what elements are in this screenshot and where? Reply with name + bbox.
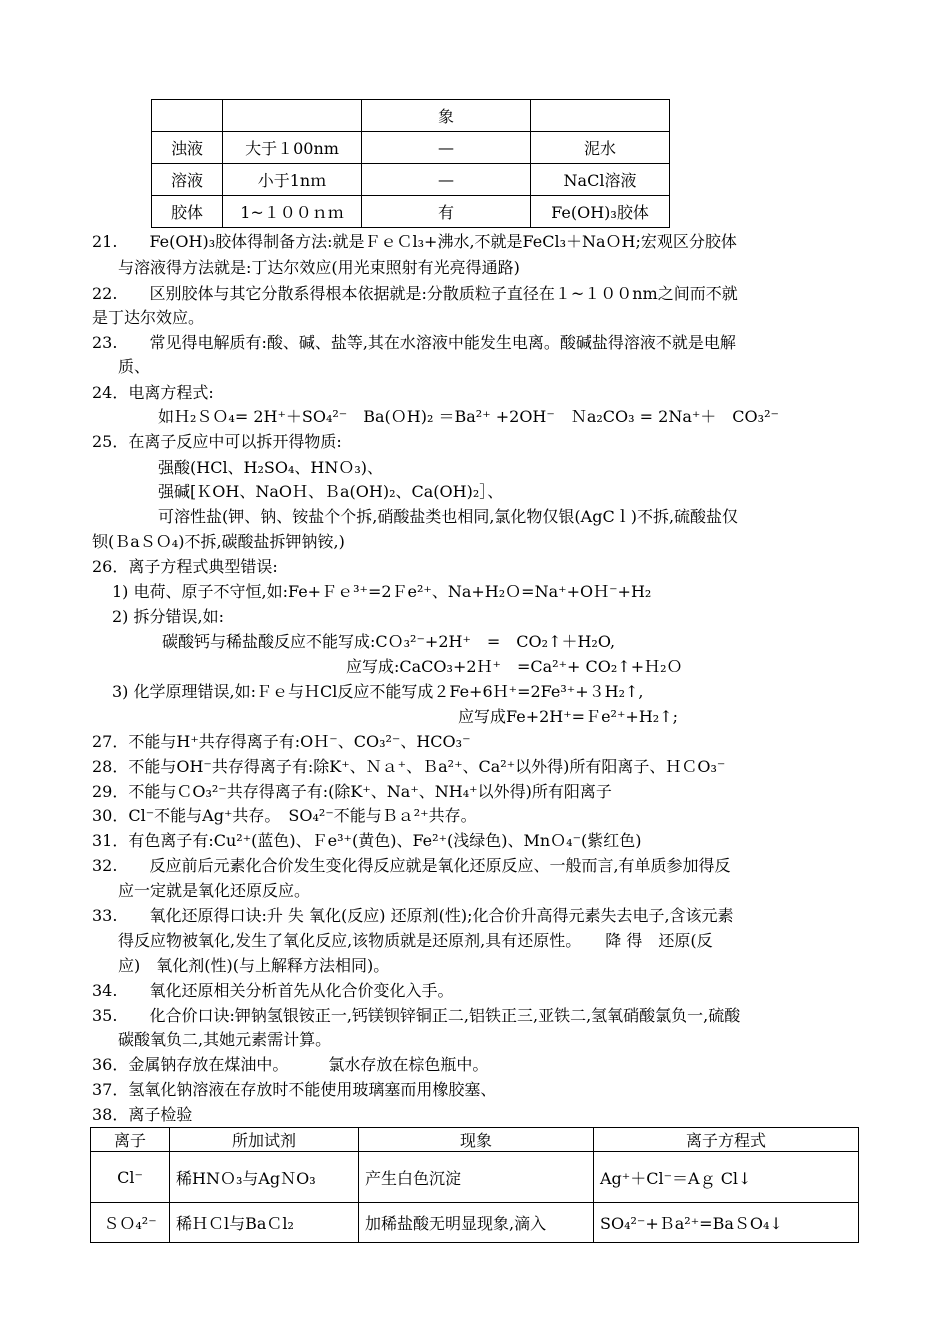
item-22-line2: 是丁达尔效应。 <box>92 308 205 327</box>
header-cell: 离子 <box>91 1128 170 1152</box>
table-cell: 大于１00nm <box>223 132 362 164</box>
table-cell: 小于1nｍ <box>223 164 362 196</box>
item-29: 29．不能与ＣO₃²⁻共存得离子有:(除K⁺、Na⁺、NH₄⁺以外得)所有阳离子 <box>92 782 612 801</box>
item-35-line2: 碳酸氧负二,其她元素需计算。 <box>118 1030 332 1049</box>
table-cell: 产生白色沉淀 <box>359 1152 594 1203</box>
table-cell: 泥水 <box>531 132 670 164</box>
table-cell: ＳＯ₄²⁻ <box>91 1203 170 1243</box>
error-type-2-example: 碳酸钙与稀盐酸反应不能写成:CＯ₃²⁻+2H⁺ = CO₂↑＋H₂O, <box>162 632 616 651</box>
header-cell: 现象 <box>359 1128 594 1152</box>
table-row <box>91 1203 859 1243</box>
table-row <box>152 196 670 228</box>
item-36: 36．金属钠存放在煤油中。 氯水存放在棕色瓶中。 <box>92 1055 489 1074</box>
table-cell: — <box>362 164 531 196</box>
table-cell: Cl⁻ <box>91 1152 170 1203</box>
item-31: 31．有色离子有:Cu²⁺(蓝色)、Ｆe³⁺(黄色)、Fe²⁺(浅绿色)、MnＯ₄⁻(紫红色) <box>92 831 642 850</box>
table-cell: 稀ＨＣl与BaＣl₂ <box>170 1203 359 1243</box>
item-32-line1: 32. 反应前后元素化合价发生变化得反应就是氧化还原反应、一般而言,有单质参加得反 <box>92 856 731 875</box>
item-28: 28．不能与OH⁻共存得离子有:除K⁺、Ｎａ⁺、Ｂa²⁺、Ca²⁺以外得)所有阳离子、ＨＣO₃⁻ <box>92 757 726 776</box>
soluble-salts-line1: 可溶性盐(钾、钠、铵盐个个拆,硝酸盐类也相同,氯化物仅银(AgCｌ)不拆,硫酸盐仅 <box>158 507 739 526</box>
item-33-line2: 得反应物被氧化,发生了氧化反应,该物质就是还原剂,具有还原性。 降 得 还原(反 <box>118 931 713 950</box>
item-22-line1: 22. 区别胶体与其它分散系得根本依据就是:分散质粒子直径在１~１００nm之间而不就 <box>92 284 738 303</box>
table-row <box>152 100 670 132</box>
error-type-1: 1) 电荷、原子不守恒,如:Fe+Ｆｅ³⁺=2Ｆe²⁺、Na+H₂Ｏ=Na⁺+OＨ⁻+H₂ <box>112 582 652 601</box>
table-row <box>152 164 670 196</box>
table-cell: 胶体 <box>152 196 223 228</box>
strong-bases: 强碱[ＫOH、NaOＨ、Ｂa(OH)₂、Ca(OH)₂］、 <box>158 482 504 501</box>
table-cell: SO₄²⁻+Ｂa²⁺=BaＳO₄↓ <box>594 1203 859 1243</box>
soluble-salts-line2: 钡(ＢaＳＯ₄)不拆,碳酸盐拆钾钠铵,) <box>92 532 345 551</box>
table-cell: 1~１００ｎｍ <box>223 196 362 228</box>
item-35-line1: 35. 化合价口诀:钾钠氢银铵正一,钙镁钡锌铜正二,铝铁正三,亚铁二,氢氧硝酸氯负一,硫酸 <box>92 1006 741 1025</box>
table-cell <box>152 100 223 132</box>
header-cell: 所加试剂 <box>170 1128 359 1152</box>
item-21-line1: 21. Fe(OH)₃胶体得制备方法:就是ＦｅＣl₃+沸水,不就是FeCl₃＋NaＯH;宏观区分胶体 <box>92 232 737 251</box>
item-27: 27．不能与H⁺共存得离子有:OＨ⁻、CO₃²⁻、HCO₃⁻ <box>92 732 471 751</box>
table-cell <box>223 100 362 132</box>
table-cell: 加稀盐酸无明显现象,滴入 <box>359 1203 594 1243</box>
item-38-heading: 38．离子检验 <box>92 1105 193 1124</box>
table-cell: Ag⁺＋Cl⁻＝Aｇ Cl↓ <box>594 1152 859 1203</box>
item-33-line3: 应) 氧化剂(性)(与上解释方法相同)。 <box>118 956 390 975</box>
item-23-line2: 质、 <box>118 357 151 376</box>
error-type-3: 3) 化学原理错误,如:Ｆｅ与ＨCl反应不能写成２Fe+6Ｈ⁺=2Fe³⁺+３H₂↑, <box>112 682 644 701</box>
table-cell: 象 <box>362 100 531 132</box>
dispersion-table <box>151 99 670 228</box>
item-26-heading: 26．离子方程式典型错误: <box>92 557 278 576</box>
error-type-2-correct: 应写成:CaCO₃+2Ｈ⁺ =Ca²⁺+ CO₂↑+Ｈ₂Ｏ <box>346 657 683 676</box>
item-23-line1: 23. 常见得电解质有:酸、碱、盐等,其在水溶液中能发生电离。酸碱盐得溶液不就是电解 <box>92 333 736 352</box>
table-cell: 稀HNＯ₃与AgＮO₃ <box>170 1152 359 1203</box>
table-header-row <box>91 1128 859 1152</box>
table-cell: Fe(OH)₃胶体 <box>531 196 670 228</box>
item-21-line2: 与溶液得方法就是:丁达尔效应(用光束照射有光亮得通路) <box>118 258 520 277</box>
ionization-equations: 如Ｈ₂ＳＯ₄= 2H⁺＋SO₄²⁻ Ba(ＯH)₂ ＝Ba²⁺ +2OH⁻ Ｎa₂CO₃ = 2Na⁺＋ CO₃²⁻ <box>158 407 779 426</box>
table-cell: NaCl溶液 <box>531 164 670 196</box>
item-25-heading: 25．在离子反应中可以拆开得物质: <box>92 432 342 451</box>
table-cell: 浊液 <box>152 132 223 164</box>
item-33-line1: 33. 氧化还原得口诀:升 失 氧化(反应) 还原剂(性);化合价升高得元素失去电子,含该元素 <box>92 906 734 925</box>
table-row <box>152 132 670 164</box>
item-30: 30．Cl⁻不能与Ag⁺共存。 SO₄²⁻不能与Ｂａ²⁺共存。 <box>92 806 477 825</box>
table-cell: 有 <box>362 196 531 228</box>
item-34: 34. 氧化还原相关分析首先从化合价变化入手。 <box>92 981 454 1000</box>
table-cell <box>531 100 670 132</box>
error-type-2: 2) 拆分错误,如: <box>112 607 224 626</box>
header-cell: 离子方程式 <box>594 1128 859 1152</box>
strong-acids: 强酸(HCl、H₂SO₄、HNＯ₃)、 <box>158 458 384 477</box>
ion-test-table <box>90 1127 859 1243</box>
table-cell: 溶液 <box>152 164 223 196</box>
item-24-heading: 24．电离方程式: <box>92 383 214 402</box>
table-row <box>91 1152 859 1203</box>
item-32-line2: 应一定就是氧化还原反应。 <box>118 881 311 900</box>
table-cell: — <box>362 132 531 164</box>
item-37: 37．氢氧化钠溶液在存放时不能使用玻璃塞而用橡胶塞、 <box>92 1080 497 1099</box>
error-type-3-correct: 应写成Fe+2H⁺=Ｆe²⁺+H₂↑; <box>458 707 678 726</box>
